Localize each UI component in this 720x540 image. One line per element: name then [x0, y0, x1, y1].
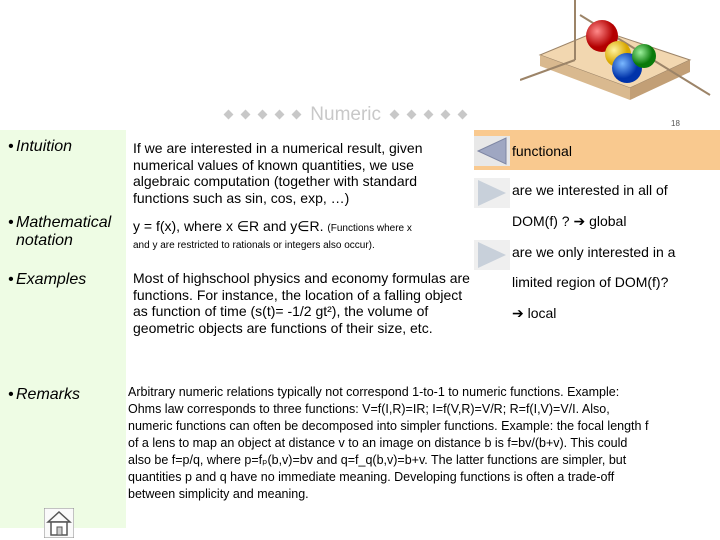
page-number: 18	[671, 119, 680, 128]
prev-arrow-icon[interactable]	[474, 136, 510, 166]
notation-main: y = f(x), where x ∈R and y∈R.	[133, 218, 324, 234]
left-panel	[0, 130, 126, 528]
next-arrow-icon[interactable]	[474, 178, 510, 208]
term-remarks: • Remarks	[8, 386, 81, 403]
intuition-text: If we are interested in a numerical result, given numerical values of known quantities, we use algebraic computation (together with standard functions such as sin, cos, exp, …)	[133, 140, 423, 206]
next-arrow-icon-2[interactable]	[474, 240, 510, 270]
right-line4: limited region of DOM(f)?	[512, 274, 669, 290]
right-line1: are we interested in all of	[512, 182, 668, 198]
slide-title: Numeric	[310, 104, 382, 125]
home-icon[interactable]	[44, 508, 74, 538]
term-mathematical-notation: • Mathematical notation	[8, 214, 112, 249]
remarks-text: Arbitrary numeric relations typically not correspond 1-to-1 to numeric functions. Example: Ohms law corresponds to three functions: V=f(I,R)=IR; I=f(V,R)=V/R; R=f(I,V)=V/I. Also, numeric functions can often be decomposed into simpler functions. Example: the focal length f of a lens to map an object at distance v to an image on distance b is f=bv/(b+v). This could also be f=p/q, where p=fₚ(b,v)=bv and q=f_q(b,v)=b+v. The latter functions are simpler, but quantities p and q have no immediate meaning. Developing functions is often a trade-off between simplicity and meaning.	[128, 385, 649, 501]
right-line2: DOM(f) ? ➔ global	[512, 213, 627, 229]
arrow-right-icon: ➔	[573, 213, 586, 229]
notation-small-2: and y are restricted to rationals or integers also occur).	[133, 240, 375, 251]
term-intuition: • Intuition	[8, 138, 73, 155]
functional-label: functional	[512, 143, 572, 159]
arrow-right-icon-2: ➔	[512, 305, 524, 321]
notation-text	[133, 218, 473, 238]
right-line5: ➔ local	[512, 305, 557, 321]
examples-text: Most of highschool physics and economy formulas are functions. For instance, the location of a falling object as function of time (s(t)= -1/2 gt²), the volume of geometric objects are functions of their size, etc.	[133, 270, 470, 336]
term-examples: • Examples	[8, 271, 87, 288]
logo-graphic	[520, 0, 720, 115]
slide-title-row	[220, 104, 510, 128]
functional-box	[474, 130, 720, 170]
right-line3: are we only interested in a	[512, 244, 676, 260]
notation-small-1: (Functions where x	[327, 223, 412, 234]
